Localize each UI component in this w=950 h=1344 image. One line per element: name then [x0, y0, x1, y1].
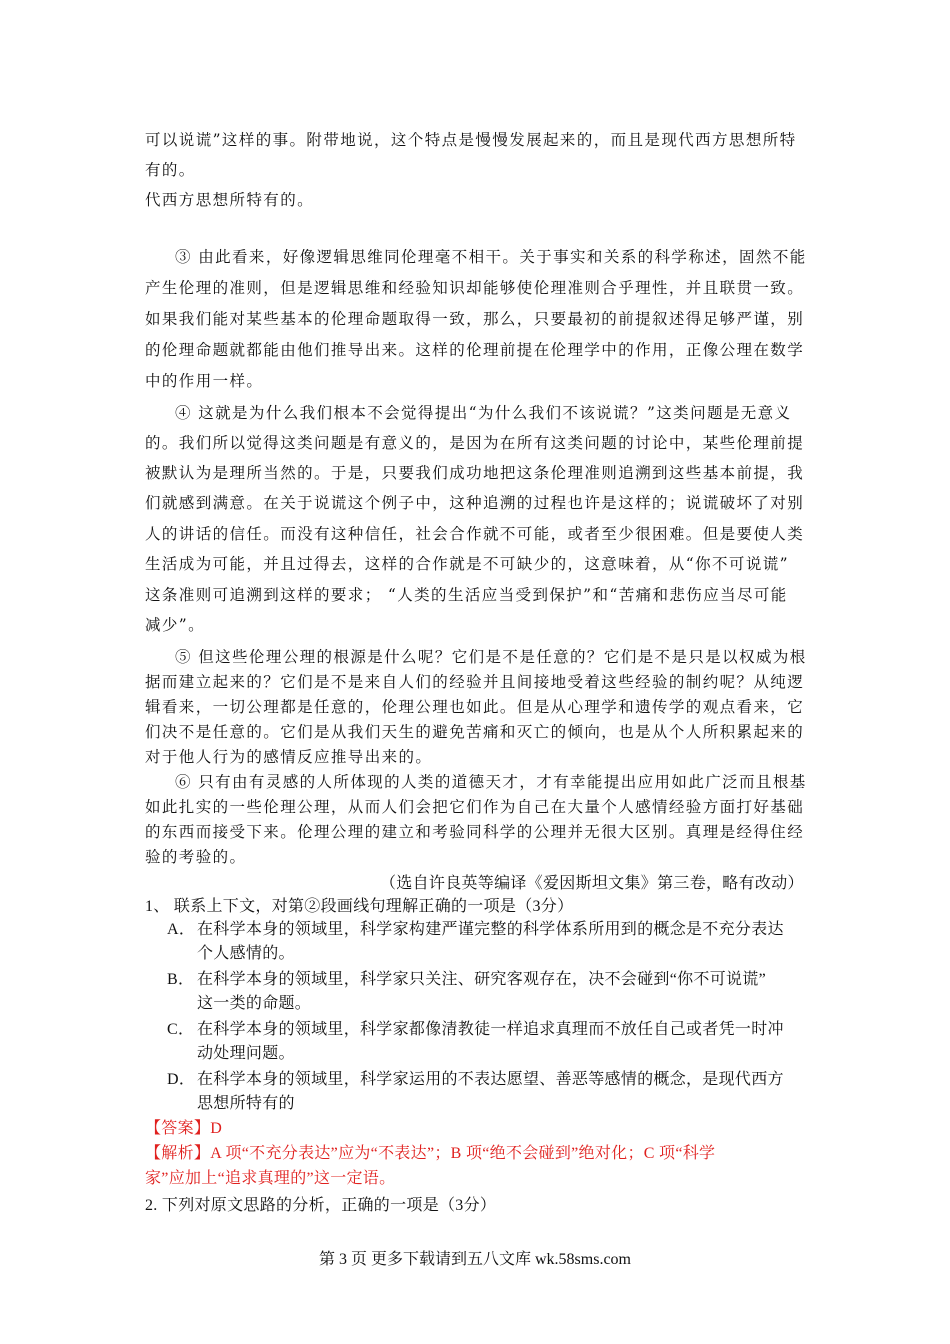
- analysis-text: 家”应加上“追求真理的”这一定语。: [145, 1170, 396, 1187]
- text-line: 中的作用一样。: [145, 372, 264, 390]
- source-citation: （选自许良英等编译《爱因斯坦文集》第三卷，略有改动）: [380, 875, 804, 892]
- text-line: 这条准则可追溯到这样的要求； “人类的生活应当受到保护”和“苦痛和悲伤应当尽可能: [145, 586, 788, 604]
- text-line: 人的讲话的信任。而没有这种信任，社会合作就不可能，或者至少很困难。但是要使人类: [145, 525, 805, 543]
- option-letter: D．: [167, 1071, 196, 1088]
- text-line: 验的考验的。: [145, 848, 247, 866]
- option-letter: A．: [167, 921, 196, 938]
- text-line: 据而建立起来的？它们是不是来自人们的经验并且间接地受着这些经验的制约呢？从纯逻: [145, 673, 805, 691]
- text-line: 有的。: [145, 161, 196, 179]
- answer-label: 【答案】D: [145, 1120, 223, 1137]
- text-line: ③ 由此看来，好像逻辑思维同伦理毫不相干。关于事实和关系的科学称述，固然不能: [175, 248, 807, 266]
- option-text: 个人感情的。: [197, 945, 295, 962]
- text-line: 产生伦理的准则，但是逻辑思维和经验知识却能够使伦理准则合乎理性，并且联贯一致。: [145, 279, 805, 297]
- text-line: 对于他人行为的感情反应推导出来的。: [145, 748, 433, 766]
- option-text: 动处理问题。: [197, 1045, 295, 1062]
- option-text: 在科学本身的领域里，科学家只关注、研究客观存在，决不会碰到“你不可说谎”: [197, 971, 767, 988]
- page-footer: 第 3 页 更多下载请到五八文库 wk.58sms.com: [318, 1251, 631, 1268]
- option-text: 思想所特有的: [197, 1095, 295, 1112]
- option-text: 在科学本身的领域里，科学家构建严谨完整的科学体系所用到的概念是不充分表达: [197, 921, 784, 938]
- text-line: ⑥ 只有由有灵感的人所体现的人类的道德天才，才有幸能提出应用如此广泛而且根基: [175, 773, 807, 791]
- text-line: 们决不是任意的。它们是从我们天生的避免苦痛和灭亡的倾向，也是从个人所积累起来的: [145, 723, 805, 741]
- text-line: 代西方思想所特有的。: [145, 191, 315, 209]
- text-line: 们就感到满意。在关于说谎这个例子中，这种追溯的过程也许是这样的；说谎破坏了对别: [145, 494, 805, 512]
- text-line: 的伦理命题就都能由他们推导出来。这样的伦理前提在伦理学中的作用，正像公理在数学: [145, 341, 805, 359]
- text-line: 辑看来，一切公理都是任意的，伦理公理也如此。但是从心理学和遗传学的观点看来，它: [145, 698, 805, 716]
- text-line: ⑤ 但这些伦理公理的根源是什么呢？它们是不是任意的？它们是不是只是以权威为根: [175, 648, 807, 666]
- text-line: ④ 这就是为什么我们根本不会觉得提出“为什么我们不该说谎？”这类问题是无意义: [175, 404, 792, 422]
- text-line: 的东西而接受下来。伦理公理的建立和考验同科学的公理并无很大区别。真理是经得住经: [145, 823, 805, 841]
- text-line: 的。我们所以觉得这类问题是有意义的，是因为在所有这类问题的讨论中，某些伦理前提: [145, 434, 805, 452]
- text-line: 生活成为可能，并且过得去，这样的合作就是不可缺少的，这意味着，从“你不可说谎”: [145, 555, 789, 573]
- option-text: 这一类的命题。: [197, 995, 312, 1012]
- text-line: 如此扎实的一些伦理公理，从而人们会把它们作为自己在大量个人感情经验方面打好基础: [145, 798, 805, 816]
- question-2-stem: 2. 下列对原文思路的分析，正确的一项是（3分）: [145, 1197, 497, 1214]
- text-line: 如果我们能对某些基本的伦理命题取得一致，那么，只要最初的前提叙述得足够严谨，别: [145, 310, 805, 328]
- text-line: 可以说谎”这样的事。附带地说，这个特点是慢慢发展起来的，而且是现代西方思想所特: [145, 131, 797, 149]
- text-line: 减少”。: [145, 616, 206, 634]
- analysis-text: 【解析】A 项“不充分表达”应为“不表达”；B 项“绝不会碰到”绝对化；C 项“科学: [145, 1145, 716, 1162]
- option-letter: B．: [167, 971, 195, 988]
- text-line: 被默认为是理所当然的。于是，只要我们成功地把这条伦理准则追溯到这些基本前提，我: [145, 464, 805, 482]
- option-text: 在科学本身的领域里，科学家都像清教徒一样追求真理而不放任自己或者凭一时冲: [197, 1021, 784, 1038]
- option-letter: C．: [167, 1021, 195, 1038]
- question-1-stem: 1、 联系上下文，对第②段画线句理解正确的一项是（3分）: [145, 898, 574, 915]
- option-text: 在科学本身的领域里，科学家运用的不表达愿望、善恶等感情的概念，是现代西方: [197, 1071, 784, 1088]
